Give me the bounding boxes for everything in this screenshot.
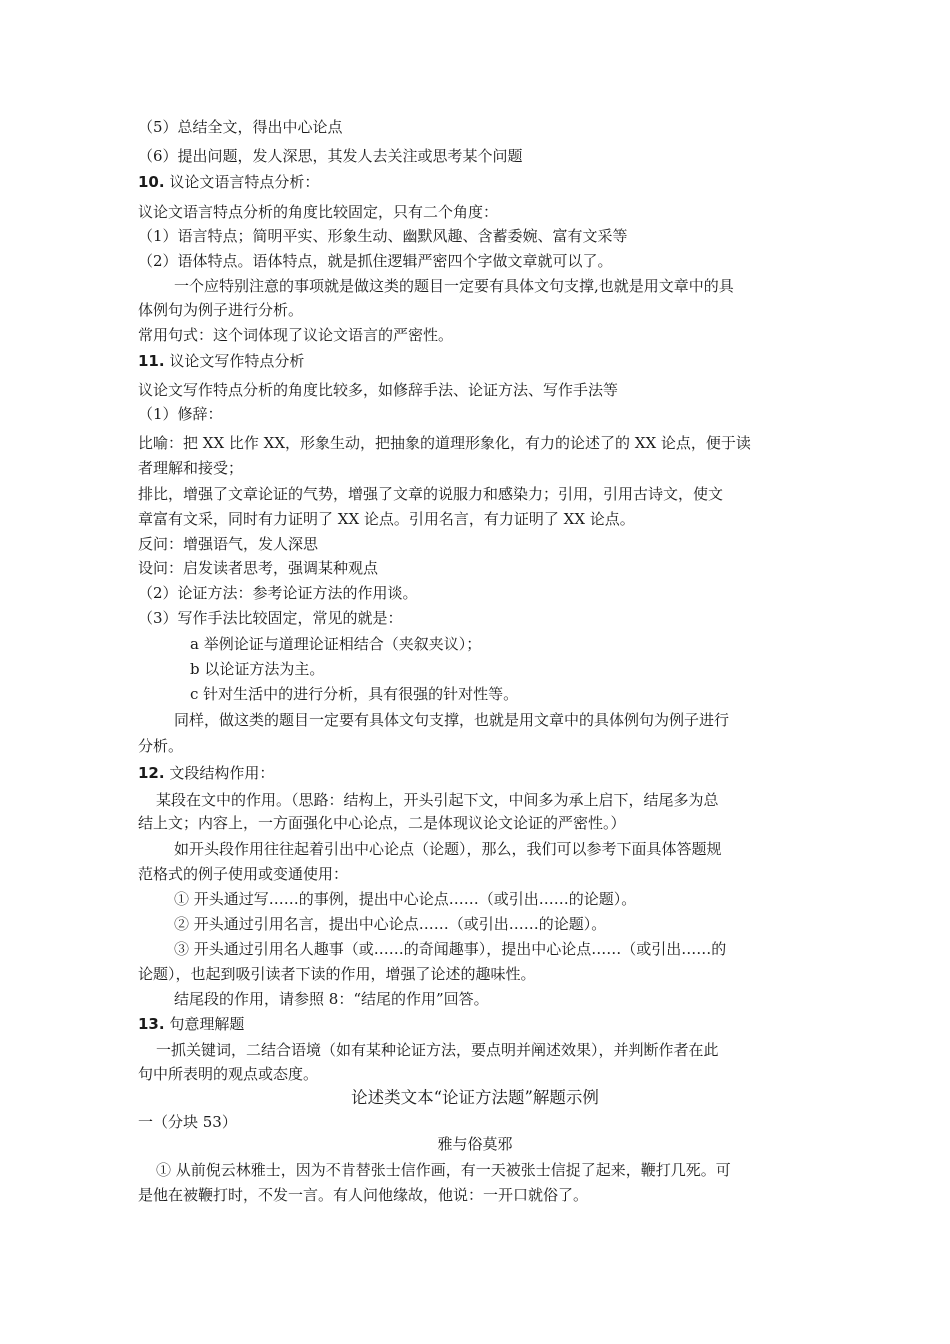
paragraph: 体例句为例子进行分析。 [138,301,304,319]
paragraph: 同样，做这类的题目一定要有具体文句支撑，也就是用文章中的具体例句为例子进行 [174,711,730,729]
list-item: （3）写作手法比较固定，常见的就是： [138,609,403,627]
paragraph: 反问：增强语气，发人深思 [138,535,319,553]
paragraph: ① 从前倪云林雅士，因为不肯替张士信作画，有一天被张士信捉了起来，鞭打几死。可 [156,1161,731,1179]
paragraph: 某段在文中的作用。（思路：结构上，开头引起下文，中间多为承上启下，结尾多为总 [156,791,719,809]
section-number: 12. [138,764,165,782]
paragraph: 议论文写作特点分析的角度比较多，如修辞手法、论证方法、写作手法等 [138,381,619,399]
paragraph: 一个应特别注意的事项就是做这类的题目一定要有具体文句支撑,也就是用文章中的具 [174,277,734,295]
list-item: （2）语体特点。语体特点，就是抓住逻辑严密四个字做文章就可以了。 [138,252,613,270]
paragraph: 者理解和接受； [138,459,244,477]
paragraph: 句中所表明的观点或态度。 [138,1065,319,1083]
section-number: 10. [138,173,165,191]
list-item: （5）总结全文，得出中心论点 [138,118,343,136]
list-item: a 举例论证与道理论证相结合（夹叙夹议）； [190,635,482,653]
section-heading-10 [138,172,319,192]
paragraph: 排比，增强了文章论证的气势，增强了文章的说服力和感染力；引用，引用古诗文，使文 [138,485,724,503]
paragraph: 分析。 [138,737,184,755]
section-heading-13 [138,1014,244,1034]
paragraph: 结上文；内容上，一方面强化中心论点，二是体现议论文论证的严密性。） [138,814,626,832]
list-item: c 针对生活中的进行分析，具有很强的针对性等。 [190,685,519,703]
paragraph: 范格式的例子使用或变通使用： [138,865,349,883]
paragraph: 如开头段作用往往起着引出中心论点（论题），那么，我们可以参考下面具体答题规 [174,840,722,858]
paragraph: 比喻：把 XX 比作 XX，形象生动，把抽象的道理形象化，有力的论述了的 XX 论点，便于读 [138,434,751,452]
list-item: （2）论证方法：参考论证方法的作用谈。 [138,584,418,602]
section-title: 议论文语言特点分析： [164,173,320,191]
section-heading-11 [138,351,304,371]
list-item: ① 开头通过写……的事例，提出中心论点……（或引出……的论题）。 [174,890,637,908]
list-item: b 以论证方法为主。 [190,660,325,678]
paragraph: 设问：启发读者思考，强调某种观点 [138,559,379,577]
paragraph: 议论文语言特点分析的角度比较固定，只有二个角度： [138,203,499,221]
section-number: 11. [138,352,165,370]
list-item: （6）提出问题，发人深思，其发人去关注或思考某个问题 [138,147,523,165]
list-item: （1）语言特点；简明平实、形象生动、幽默风趣、含蓄委婉、富有文采等 [138,227,628,245]
paragraph: 是他在被鞭打时，不发一言。有人问他缘故，他说：一开口就俗了。 [138,1186,589,1204]
block-label: 一（分块 53） [138,1113,237,1131]
paragraph: 一抓关键词，二结合语境（如有某种论证方法，要点明并阐述效果），并判断作者在此 [156,1041,719,1059]
section-heading-12 [138,763,274,783]
paragraph: 常用句式：这个词体现了议论文语言的严密性。 [138,326,454,344]
paragraph: 章富有文采，同时有力证明了 XX 论点。引用名言，有力证明了 XX 论点。 [138,510,635,528]
paragraph: 论题），也起到吸引读者下读的作用，增强了论述的趣味性。 [138,965,536,983]
article-title: 雅与俗莫邪 [437,1135,513,1153]
list-item: ③ 开头通过引用名人趣事（或……的奇闻趣事），提出中心论点……（或引出……的 [174,940,727,958]
list-item: ② 开头通过引用名言，提出中心论点……（或引出……的论题）。 [174,915,607,933]
section-number: 13. [138,1015,165,1033]
section-title: 议论文写作特点分析 [164,352,305,370]
paragraph: 结尾段的作用，请参照 8：“结尾的作用”回答。 [174,990,489,1008]
section-title: 文段结构作用： [164,764,275,782]
section-title: 句意理解题 [164,1015,245,1033]
list-item: （1）修辞： [138,405,223,423]
example-heading: 论述类文本“论证方法题”解题示例 [351,1088,599,1107]
